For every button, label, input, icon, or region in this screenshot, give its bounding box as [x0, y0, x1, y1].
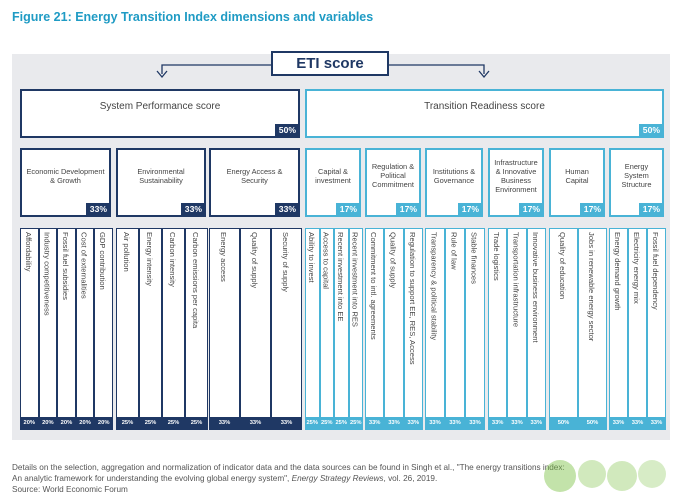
source-line: Source: World Economic Forum	[12, 485, 128, 494]
variable-weight: 20%	[21, 417, 38, 429]
dimension-weight: 17%	[639, 203, 663, 216]
variable-column	[647, 228, 666, 430]
variable-column	[320, 228, 335, 430]
dimension-label: Energy Access & Security	[226, 166, 283, 185]
variable-label: Energy intensity	[145, 232, 154, 287]
variable-label: Energy demand growth	[613, 232, 622, 311]
eti-score-box: ETI score	[271, 51, 389, 76]
variable-label: GDP contribution	[98, 232, 108, 290]
variable-weight: 50%	[579, 417, 606, 429]
variable-column	[384, 228, 403, 430]
variable-label: Affordability	[23, 232, 33, 272]
variable-column	[365, 228, 384, 430]
variable-column	[609, 228, 628, 430]
dimension-weight: 33%	[275, 203, 299, 216]
variable-column	[162, 228, 185, 430]
variable-label: Industry competitiveness	[42, 232, 52, 316]
variable-weight: 33%	[210, 417, 239, 429]
variable-label: Access to capital	[321, 232, 331, 289]
variable-column	[20, 228, 39, 430]
variable-label: Rule of law	[449, 232, 459, 270]
variable-label: Innovative business environment	[530, 232, 540, 343]
variable-weight: 33%	[528, 417, 545, 429]
dimension-label: Economic Development & Growth	[26, 166, 105, 185]
variable-label: Carbon emissions per capita	[191, 232, 200, 329]
dimension-box	[20, 148, 111, 217]
variable-label: Regulation to support EE, RES, Access	[407, 232, 417, 365]
footnote-text: An analytic framework for understanding the evolving global energy system",	[12, 474, 292, 483]
variable-column	[628, 228, 647, 430]
variable-weight: 33%	[648, 417, 665, 429]
variable-label: Fossil fuel subsidies	[60, 232, 70, 300]
variable-column	[549, 228, 578, 430]
dimension-box	[609, 148, 664, 217]
variable-label: Energy access	[219, 232, 228, 282]
variable-column	[445, 228, 465, 430]
variable-label: Quality of supply	[388, 232, 398, 289]
variable-label: Carbon intensity	[168, 232, 177, 287]
dimension-label: Institutions & Governance	[432, 166, 476, 185]
dimension-weight: 17%	[396, 203, 420, 216]
dimension-weight: 17%	[336, 203, 360, 216]
footnote	[12, 462, 565, 495]
variable-weight: 25%	[350, 417, 363, 429]
variable-weight: 20%	[77, 417, 94, 429]
variable-weight: 33%	[241, 417, 270, 429]
variable-column	[209, 228, 240, 430]
variable-label: Quality of supply	[250, 232, 259, 289]
variable-label: Electricity energy mix	[632, 232, 641, 304]
variable-weight: 25%	[117, 417, 138, 429]
dimension-label: Environmental Sustainability	[137, 166, 185, 185]
variable-column	[349, 228, 364, 430]
variable-column	[465, 228, 485, 430]
variable-label: Ability to invest	[306, 232, 316, 283]
variable-weight: 50%	[550, 417, 577, 429]
variable-label: Cost of externalities	[79, 232, 89, 299]
variable-weight: 33%	[629, 417, 646, 429]
variable-weight: 33%	[489, 417, 506, 429]
footnote-line-2	[12, 473, 565, 484]
watermark-logo	[540, 452, 672, 498]
dimension-weight: 17%	[458, 203, 482, 216]
variable-weight: 25%	[186, 417, 207, 429]
dimension-label: Infrastructure & Innovative Business Environment	[494, 157, 538, 194]
footnote-volume: , vol. 26, 2019.	[383, 474, 438, 483]
dimension-weight: 17%	[519, 203, 543, 216]
variable-weight: 25%	[335, 417, 348, 429]
variable-column	[94, 228, 113, 430]
system-performance-weight: 50%	[275, 124, 299, 137]
variable-label: Jobs in renewable energy sector	[587, 232, 596, 342]
dimension-weight: 33%	[181, 203, 205, 216]
variable-label: Recent investment into RES	[350, 232, 360, 327]
transition-readiness-weight: 50%	[639, 124, 663, 137]
variable-weight: 25%	[163, 417, 184, 429]
variable-label: Transportation infrastructure	[511, 232, 521, 328]
dimension-label: Regulation & Political Commitment	[371, 162, 415, 189]
variable-column	[139, 228, 162, 430]
transition-readiness-box	[305, 89, 664, 138]
variable-label: Stable finances	[469, 232, 479, 284]
variable-column	[305, 228, 320, 430]
variable-weight: 25%	[140, 417, 161, 429]
dimension-label: Capital & investment	[315, 166, 351, 185]
variable-weight: 33%	[446, 417, 464, 429]
variable-label: Security of supply	[281, 232, 290, 292]
variable-column	[578, 228, 607, 430]
variable-column	[57, 228, 76, 430]
variable-weight: 33%	[405, 417, 422, 429]
variable-weight: 25%	[306, 417, 319, 429]
variable-weight: 20%	[40, 417, 57, 429]
footnote-journal: Energy Strategy Reviews	[291, 474, 384, 483]
dimension-box	[488, 148, 544, 217]
variable-label: Recent investment into EE	[335, 232, 345, 322]
variable-column	[240, 228, 271, 430]
dimension-box	[116, 148, 206, 217]
system-performance-label: System Performance score	[99, 100, 221, 112]
variable-label: Air pollution	[122, 232, 131, 272]
variable-column	[39, 228, 58, 430]
variable-label: Trade logistics	[492, 232, 502, 281]
variable-label: Transparency & political stability	[429, 232, 439, 341]
variable-weight: 33%	[508, 417, 525, 429]
dimension-box	[425, 148, 483, 217]
variable-column	[116, 228, 139, 430]
variable-column	[488, 228, 507, 430]
variable-weight: 33%	[272, 417, 301, 429]
dimension-weight: 17%	[580, 203, 604, 216]
figure-title: Figure 21: Energy Transition Index dimensions and variables	[12, 10, 374, 24]
variable-weight: 33%	[385, 417, 402, 429]
dimension-box	[365, 148, 421, 217]
variable-label: Quality of education	[558, 232, 567, 300]
variable-weight: 33%	[366, 417, 383, 429]
dimension-box	[305, 148, 361, 217]
dimension-box	[209, 148, 300, 217]
variable-weight: 33%	[466, 417, 484, 429]
transition-readiness-label: Transition Readiness score	[424, 100, 545, 112]
system-performance-box	[20, 89, 300, 138]
variable-column	[507, 228, 526, 430]
dimension-weight: 33%	[86, 203, 110, 216]
variable-column	[425, 228, 445, 430]
dimension-label: Energy System Structure	[621, 162, 652, 189]
variable-column	[527, 228, 546, 430]
variable-weight: 20%	[58, 417, 75, 429]
variable-column	[76, 228, 95, 430]
variable-weight: 20%	[95, 417, 112, 429]
dimension-label: Human Capital	[565, 166, 589, 185]
variable-weight: 33%	[610, 417, 627, 429]
variable-column	[271, 228, 302, 430]
variable-column	[404, 228, 423, 430]
variable-column	[334, 228, 349, 430]
dimension-box	[549, 148, 605, 217]
variable-label: Fossil fuel dependency	[651, 232, 660, 310]
footnote-line-1: Details on the selection, aggregation and normalization of indicator data and the data sources can be found in Singh et al., "The energy transitions index:	[12, 463, 565, 472]
variable-weight: 33%	[426, 417, 444, 429]
variable-column	[185, 228, 208, 430]
variable-label: Commitment to intl. agreements	[369, 232, 379, 340]
variable-weight: 25%	[321, 417, 334, 429]
